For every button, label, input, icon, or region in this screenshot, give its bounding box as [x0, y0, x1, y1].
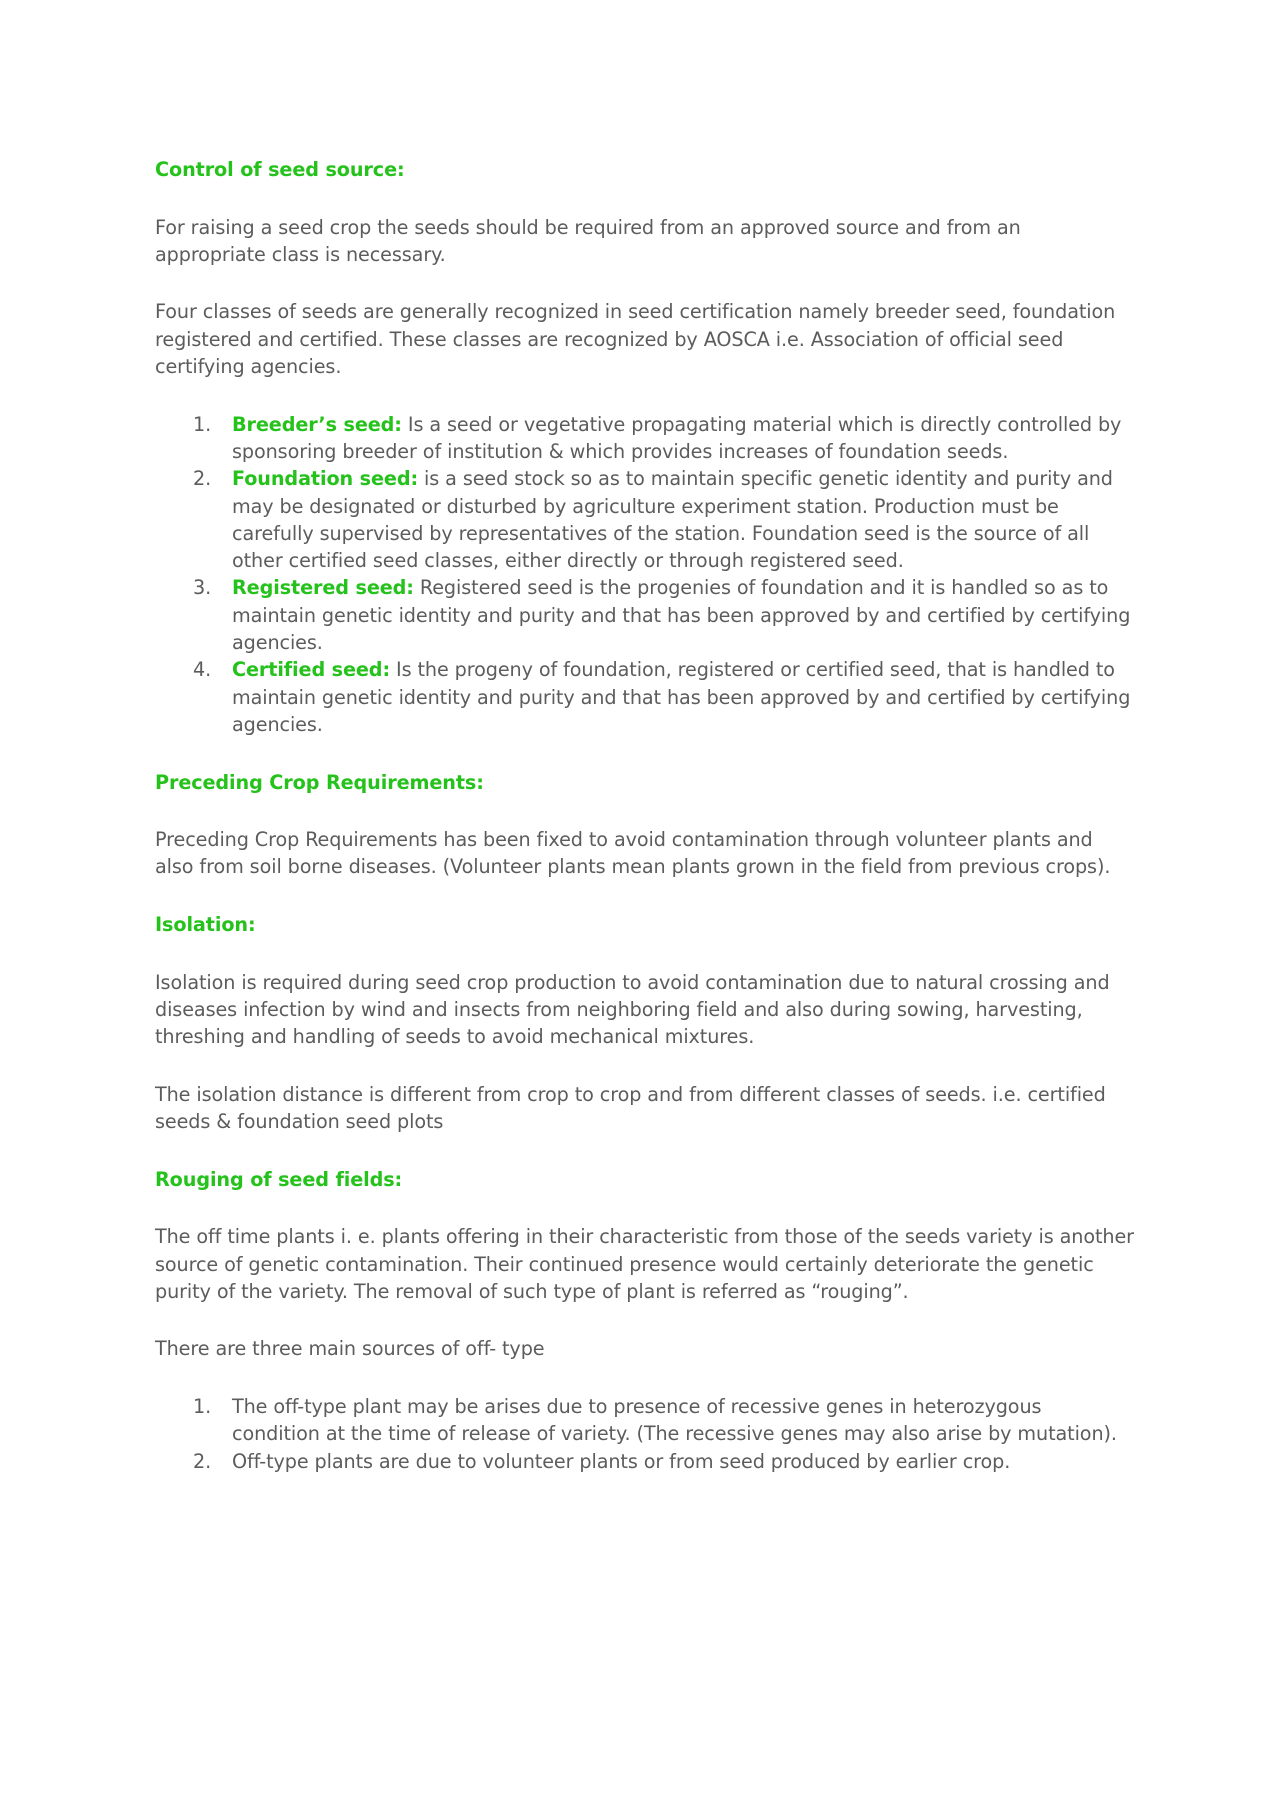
list-number: 2.	[193, 467, 212, 491]
paragraph: Isolation is required during seed crop production to avoid contamination due to natural crossing and diseases infection by wind and insects from neighboring field and also during sowing, harvesting, threshing and handling of seeds to avoid mechanical mixtures.	[155, 970, 1110, 1049]
paragraph: The off time plants i. e. plants offering in their characteristic from those of the seeds variety is another source of genetic contamination. Their continued presence would certainly deteriorate the genetic purity of the variety. The removal of such type of plant is referred as “rouging”.	[155, 1225, 1134, 1303]
heading-control-of-seed-source: Control of seed source:	[155, 158, 405, 181]
list-item	[155, 1448, 1135, 1475]
list-item-text: is a seed stock so as to maintain specific genetic identity and purity and may be designated or disturbed by agriculture experiment station. Production must be carefully supervised by representatives of the station. Foundation seed is the source of all other certified seed classes, either directly or through registered seed.	[232, 467, 1113, 573]
list-item-text: Is a seed or vegetative propagating material which is directly controlled by sponsoring breeder of institution & which provides increases of foundation seeds.	[232, 412, 1122, 463]
list-item	[155, 411, 1135, 466]
off-type-sources-list	[155, 1393, 1135, 1475]
list-item	[155, 465, 1135, 574]
paragraph: For raising a seed crop the seeds should be required from an approved source and from an appropriate class is necessary.	[155, 215, 1021, 266]
list-item	[155, 1393, 1135, 1448]
list-number: 3.	[193, 576, 212, 600]
document-page	[155, 156, 1135, 1505]
list-item-text: The off-type plant may be arises due to presence of recessive genes in heterozygous condition at the time of release of variety. (The recessive genes may also arise by mutation).	[232, 1395, 1117, 1446]
term-certified-seed: Certified seed:	[232, 658, 391, 682]
paragraph: Preceding Crop Requirements has been fixed to avoid contamination through volunteer plants and also from soil borne diseases. (Volunteer plants mean plants grown in the field from previous crops).	[155, 828, 1111, 879]
list-number: 4.	[193, 658, 212, 682]
heading-preceding-crop-requirements: Preceding Crop Requirements:	[155, 770, 484, 794]
term-registered-seed: Registered seed:	[232, 576, 414, 600]
heading-rouging-of-seed-fields: Rouging of seed fields:	[155, 1167, 403, 1191]
list-item	[155, 656, 1135, 738]
list-item-text: Is the progeny of foundation, registered or certified seed, that is handled to maintain genetic identity and purity and that has been approved by and certified by certifying agencies.	[232, 658, 1131, 736]
list-item-text: Off-type plants are due to volunteer plants or from seed produced by earlier crop.	[232, 1449, 1011, 1473]
term-foundation-seed: Foundation seed:	[232, 467, 419, 491]
list-item	[155, 574, 1135, 656]
term-breeders-seed: Breeder’s seed:	[232, 412, 402, 436]
list-item-text: Registered seed is the progenies of foundation and it is handled so as to maintain genetic identity and purity and that has been approved by and certified by certifying agencies.	[232, 576, 1131, 655]
paragraph: There are three main sources of off- type	[155, 1337, 545, 1361]
paragraph: Four classes of seeds are generally recognized in seed certification namely breeder seed, foundation registered and certified. These classes are recognized by AOSCA i.e. Association of official seed certifying agencies.	[155, 300, 1116, 379]
list-number: 1.	[193, 1395, 212, 1419]
list-number: 1.	[193, 412, 212, 436]
paragraph: The isolation distance is different from crop to crop and from different classes of seeds. i.e. certified seeds & foundation seed plots	[155, 1082, 1106, 1134]
heading-isolation: Isolation:	[155, 913, 256, 937]
seed-classes-list	[155, 411, 1135, 739]
list-number: 2.	[193, 1449, 212, 1473]
